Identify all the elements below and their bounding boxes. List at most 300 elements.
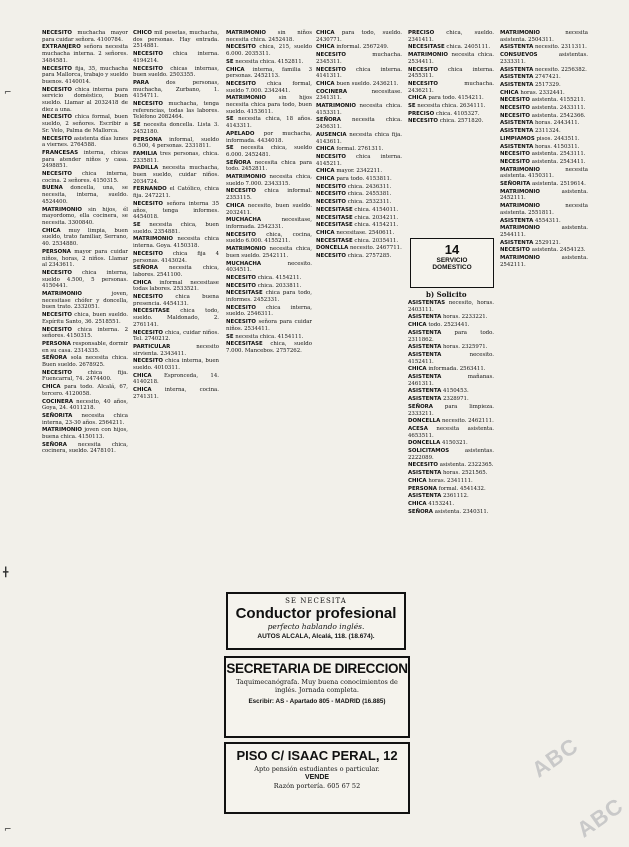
classified-ad (500, 90, 588, 97)
classified-ad (316, 89, 402, 102)
section-header (410, 238, 494, 288)
ad-keyword: DONCELLA (408, 440, 441, 447)
ad-text: chica. 2532311. (345, 199, 392, 206)
classified-ad (408, 344, 494, 351)
ad-keyword: MATRIMONIO (42, 206, 82, 213)
ad-keyword: CHICA (316, 168, 335, 175)
ad-keyword: PRECISO (408, 110, 435, 117)
ad-keyword: PERSONA (133, 136, 162, 143)
ad-keyword: CHICA (408, 477, 427, 484)
classified-ad (500, 181, 588, 188)
ad-text: 4150321. (440, 440, 468, 447)
classified-ad (316, 117, 402, 130)
ad-keyword: NECESITO (316, 253, 346, 260)
ad-text: chica interna, cocina. 2 señores. 4150315. (42, 171, 128, 184)
classified-ad (133, 137, 219, 150)
column-7 (500, 30, 588, 845)
classified-ad (42, 66, 128, 86)
ad-text: horas. 2233221. (441, 314, 488, 321)
ad-keyword: CHICA (133, 387, 152, 394)
ad-text: necesito. 2256382. (533, 66, 587, 73)
ad-text: informal, sueldo 6.500, 4 personas. 2331811. (133, 136, 219, 150)
ad-keyword: MATRIMONIO (226, 30, 266, 36)
classified-ad (133, 344, 219, 357)
ad-text: para todo. 4153811. (334, 176, 392, 183)
ad-text: necesita chica interna, 23-30 años. 2564211. (42, 412, 128, 426)
classified-ad (226, 261, 312, 274)
ad-keyword: CHICA (500, 89, 519, 96)
ad-text: necesita asistenta. 2551811. (500, 203, 588, 216)
classified-ad (226, 116, 312, 129)
ad-text: chica, buen sueldo. Espíritu Santo, 36. 2518551. (42, 312, 128, 325)
ad-text: horas. 2325971. (441, 344, 488, 351)
ad-keyword: SEÑORA (226, 159, 251, 166)
ad-keyword: ASISTENTA (408, 314, 442, 321)
ad-text: pisos. 2443511. (534, 135, 580, 142)
ad-keyword: NECESITO (500, 105, 530, 112)
ad-keyword: NECESITO (133, 294, 163, 301)
classified-ad (133, 265, 219, 278)
ad-text: señora para cuidar niños. 2534411. (226, 319, 312, 332)
classified-ad (408, 111, 494, 118)
ad-text: mil pesetas, muchacha, dos personas. Hay entrada. 2514881. (133, 30, 219, 50)
ad-text: chica, sueldo 7.000. Mancebos. 2757262. (226, 341, 312, 354)
ad-text: necesita chica, buen sueldo. 2354881. (133, 221, 219, 235)
ad-conductor-main: Conductor profesional (235, 605, 397, 622)
classified-ad (500, 52, 588, 65)
classified-ad (500, 189, 588, 202)
classified-ad (500, 128, 588, 135)
classified-ad (500, 82, 588, 89)
ad-text: chica. 2757285. (345, 253, 392, 260)
ad-keyword: CHICA (408, 322, 427, 329)
ad-keyword: DONCELLA (316, 245, 349, 252)
classified-ad (408, 67, 494, 80)
ad-keyword: MUCHACHA (226, 260, 262, 267)
classified-ad (226, 44, 312, 57)
classified-ad (408, 462, 494, 469)
column-5 (408, 30, 494, 235)
classified-ad (408, 493, 494, 500)
ad-text: para todo. 2311862. (408, 329, 494, 343)
ad-piso-main: PISO C/ ISAAC PERAL, 12 (236, 748, 398, 763)
classified-ad (133, 358, 219, 371)
ad-secretaria-line2: Escribir: AS - Apartado 805 - MADRID (16.885) (248, 698, 386, 705)
ad-keyword: CHICO (133, 30, 153, 36)
ad-keyword: MATRIMONIO (133, 236, 173, 243)
ad-keyword: ASISTENTA (408, 396, 442, 403)
classified-ad (133, 222, 219, 235)
ad-keyword: NECESITO (226, 304, 256, 311)
classified-ad (316, 191, 402, 198)
ad-text: chica. 2436311. (345, 183, 392, 190)
ad-text: formal. 2761311. (334, 146, 384, 153)
classified-ad (408, 352, 494, 365)
classified-ad (226, 334, 312, 341)
ad-keyword: SE (408, 103, 416, 110)
watermark-stamp: ABC (572, 792, 628, 843)
ad-keyword: NECESITO (500, 112, 530, 119)
ad-keyword: NECESITASE (316, 206, 353, 213)
classified-ad (226, 81, 312, 94)
classified-ad (226, 131, 312, 144)
classified-ad (316, 215, 402, 222)
ad-keyword: PERSONA (42, 340, 71, 347)
ad-keyword: ASISTENTA (500, 120, 534, 127)
classified-ad (408, 300, 494, 313)
ad-keyword: MATRIMONIO (226, 174, 266, 181)
ad-text: el Católico, chica fija. 2472211. (133, 186, 219, 200)
classified-ad (500, 67, 588, 74)
classified-ad (42, 370, 128, 383)
classified-ad (316, 238, 402, 245)
classified-ad (408, 396, 494, 403)
ad-keyword: MATRIMONIO (226, 95, 266, 102)
classified-ad (408, 470, 494, 477)
ad-keyword: SEÑORITA (42, 412, 73, 419)
ad-text: necesito. 4034511. (226, 260, 312, 274)
ad-text: interna, chicas para atender niños y casa. 2498851. (42, 149, 128, 170)
classified-ad (42, 442, 128, 455)
ad-keyword: BUENA (42, 185, 63, 192)
classified-ad (316, 103, 402, 116)
ad-text: chica interna, sueldo. 2546311. (226, 304, 312, 318)
ad-text: para todo. 4154211. (426, 95, 484, 102)
ad-keyword: NECESITO (42, 369, 72, 376)
ad-text: chica interna. 4194214. (133, 51, 219, 64)
classified-ad (42, 399, 128, 412)
classified-ad (226, 67, 312, 80)
ad-text: necesita chica. 4154111. (233, 333, 304, 340)
classified-ad (316, 199, 402, 206)
ad-keyword: PRECISO (408, 30, 435, 36)
classified-ad (133, 387, 219, 400)
classified-ad (226, 59, 312, 66)
ad-text: 2328971. (441, 396, 469, 403)
classified-ad (42, 150, 128, 170)
classified-ad (42, 30, 128, 43)
ad-text: chica. 2455381. (345, 191, 392, 198)
ad-keyword: CHICA (316, 176, 335, 183)
ad-keyword: CONSUEVOS (500, 52, 538, 59)
ad-text: chica, sueldo. 2341411. (408, 30, 494, 43)
ad-text: para todo. Alcalá, 67, tercero. 4120058. (42, 384, 128, 397)
classified-ad (500, 225, 588, 238)
classified-ad (316, 154, 402, 167)
classified-ad (500, 247, 588, 254)
ad-text: asistenta. 2542366. (529, 112, 586, 119)
ad-keyword: NECESITO (500, 151, 530, 158)
ad-text: necesito, 40 años, Goya, 24. 4011218. (42, 398, 128, 412)
ad-text: muchacha. 2436211. (408, 80, 494, 94)
ad-text: necesita asistenta. 2504311. (500, 30, 588, 43)
classified-ad (226, 95, 312, 115)
ad-keyword: NECESITO (226, 80, 256, 87)
ad-keyword: NECESITO (42, 326, 72, 333)
classified-ad (226, 319, 312, 332)
ad-keyword: NECESITO (226, 282, 256, 289)
ad-text: necesita chica, buen sueldo. 2542111. (226, 246, 312, 259)
ad-text: 4153241. (426, 500, 455, 507)
classified-ad (408, 501, 494, 508)
ad-text: chica interna. 4145211. (316, 153, 402, 167)
ad-keyword: NECESITO (42, 269, 72, 276)
classified-ad (408, 388, 494, 395)
ad-text: necesito. 2311311. (533, 44, 587, 51)
ad-keyword: MATRIMONIO (42, 427, 82, 434)
classified-ad (133, 308, 219, 328)
ad-keyword: ASISTENTA (408, 351, 442, 358)
ad-text: chica fija. Fuencarral, 74. 2474400. (42, 369, 128, 383)
ad-piso (224, 742, 410, 814)
ad-keyword: ASISTENTA (408, 388, 442, 395)
ad-text: asistenta. 2542111. (500, 255, 588, 268)
ad-keyword: SEÑORA (133, 265, 158, 272)
ad-text: necesita doncella. Lista 3. 2452180. (133, 122, 219, 135)
ad-text: necesita chica para todo. 2452811. (226, 159, 312, 173)
ad-text: mayor. 2342211. (334, 168, 383, 175)
ad-keyword: MATRIMONIO (500, 255, 540, 262)
ad-keyword: NECESITO (133, 200, 163, 207)
classified-ad (408, 509, 494, 516)
ad-keyword: ASISTENTA (500, 81, 534, 88)
classified-ad (316, 67, 402, 80)
ad-text: interna, cocina. 2741311. (133, 387, 219, 400)
ad-keyword: FERNANDO (133, 186, 167, 193)
classified-ad (316, 222, 402, 229)
ad-text: sin niños necesita chica. 2452418. (226, 30, 312, 43)
ad-text: informal. 2567249. (334, 44, 389, 51)
ad-text: chica informal. 2353115. (226, 188, 312, 202)
ad-keyword: SEÑORA (316, 117, 341, 124)
ad-text: 2529121. (533, 239, 561, 246)
ad-keyword: SE (226, 58, 234, 65)
ad-keyword: COCINERA (316, 88, 348, 95)
ad-keyword: NECESITASE (408, 44, 445, 51)
classified-ad (226, 290, 312, 303)
column-5-lower (408, 300, 494, 845)
classified-ad (408, 426, 494, 439)
classified-ad (226, 217, 312, 230)
classified-ad (500, 105, 588, 112)
ad-keyword: NECESITASE (316, 237, 353, 244)
classified-ad (133, 280, 219, 293)
ad-text: joven con hijos, buena chica. 4150113. (42, 427, 128, 441)
margin-mark: ╋ (3, 568, 9, 578)
ad-keyword: CHICA (316, 44, 335, 51)
classified-ad (500, 44, 588, 51)
classified-ad (408, 330, 494, 343)
ad-text: señora necesita muchacha interna. 2 señores. 3484581. (42, 44, 128, 64)
ad-text: chica fija 4 personas. 4143024. (133, 250, 219, 264)
ad-text: necesita chica. 4153311. (316, 103, 402, 116)
classified-ad (500, 30, 588, 43)
ad-text: 2311324. (533, 128, 561, 135)
ad-text: necesita chica. 2634111. (415, 103, 486, 110)
ad-keyword: CHICA (42, 384, 61, 391)
ad-keyword: NECESITASE (133, 308, 170, 315)
classified-ad (226, 232, 312, 245)
ad-secretaria (224, 656, 410, 738)
ad-keyword: PADILLA (133, 165, 159, 172)
classified-ad (226, 30, 312, 43)
classified-ad (500, 120, 588, 127)
ad-text: necesitase. 2540611. (334, 229, 395, 236)
ad-keyword: NECESITASE (316, 222, 353, 229)
ad-piso-line3: Razón portería. 605 67 52 (273, 782, 361, 790)
classified-ad (226, 203, 312, 216)
classified-ad (316, 168, 402, 175)
classified-ad (316, 207, 402, 214)
ad-keyword: NECESITO (133, 101, 163, 108)
ad-text: necesita chica, cocinera, sueldo. 2478101. (42, 441, 128, 455)
classified-ad (500, 167, 588, 180)
classified-ad (408, 44, 494, 51)
classified-ad (42, 427, 128, 440)
classified-ad (42, 249, 128, 269)
classified-ad (408, 103, 494, 110)
ad-keyword: DONCELLA (408, 418, 441, 425)
ad-text: para limpieza. 2333211. (408, 403, 494, 417)
ad-text: fija, 35, muchacha para Mallorca, trabajo y sueldo buenos. 4140014. (42, 65, 128, 85)
ad-text: asistenta. 4155211. (529, 97, 586, 104)
ad-text: sin hijos necesita chica para todo, buen sueldo. 4153611. (226, 95, 312, 115)
ad-text: muchacha. 2345311. (316, 52, 402, 65)
ad-text: 4150453. (441, 388, 469, 395)
classified-ad (226, 283, 312, 290)
ad-text: sin hijos, él mayordomo, ella cocinera, se necesita. 3300840. (42, 206, 128, 226)
ad-keyword: NECESITO (500, 247, 530, 254)
classified-ad (133, 165, 219, 185)
ad-keyword: NECESITO (316, 66, 346, 73)
ad-text: chica. 2035411. (352, 237, 399, 244)
ad-keyword: ASISTENTA (500, 74, 534, 81)
ad-text: 4554311. (533, 217, 561, 224)
ad-text: formal. 4541432. (436, 485, 486, 492)
ad-text: necesita asistenta. 4150311. (500, 166, 588, 180)
classified-ad (42, 312, 128, 325)
ad-keyword: ASISTENTA (500, 239, 534, 246)
ad-keyword: SEÑORITA (500, 181, 531, 188)
ad-keyword: CHICA (316, 80, 335, 87)
ad-keyword: NECESITO (133, 358, 163, 365)
ad-text: asistenta. 2322365. (437, 462, 494, 469)
ad-text: doncella, una, se necesita, interna, sueldo. 4524400. (42, 185, 128, 205)
classified-ad (316, 184, 402, 191)
ad-text: chica. 4154211. (352, 222, 399, 229)
classified-ad (500, 136, 588, 143)
classified-ad (42, 270, 128, 290)
ad-keyword: SE (133, 221, 141, 228)
ad-keyword: LIMPIAMOS (500, 135, 535, 142)
ad-keyword: NECESITO (42, 65, 72, 72)
ad-text: mayor para cuidar niños, horas, 2 niños. Llamar al 2343611. (42, 248, 128, 269)
classified-ad (42, 291, 128, 311)
classified-ad (408, 404, 494, 417)
classified-ad (226, 341, 312, 354)
classified-ad (408, 30, 494, 43)
classified-ad (500, 203, 588, 216)
classified-ad (133, 236, 219, 249)
ad-keyword: NECESITO (500, 97, 530, 104)
ad-text: chica para todo, informes. 2452331. (226, 290, 312, 304)
classified-ad (42, 327, 128, 340)
classified-ad (226, 305, 312, 318)
column-2 (133, 30, 219, 610)
classified-ad (316, 253, 402, 260)
ad-text: interna, familia 3 personas. 2452113. (226, 66, 312, 80)
ad-text: horas. 4150311. (533, 143, 580, 150)
ad-text: chica, 215, sueldo 6.000. 2035311. (226, 44, 312, 58)
ad-keyword: SE (133, 122, 141, 129)
ad-text: horas. 2521565. (441, 470, 488, 477)
ad-text: necesito, horas. 2403111. (408, 300, 494, 313)
ad-keyword: SOLICITAMOS (408, 448, 450, 455)
classified-ad (42, 228, 128, 248)
ad-text: necesito sirvienta. 2343411. (133, 343, 219, 357)
ad-text: asistenta. 2543111. (529, 151, 586, 158)
ad-keyword: CHICA (316, 229, 335, 236)
ad-text: necesitase. 2341311. (316, 88, 402, 102)
ad-keyword: ASISTENTA (500, 217, 534, 224)
ad-keyword: NECESITO (133, 250, 163, 257)
ad-keyword: NECESITO (42, 30, 72, 36)
ad-text: chica buena presencia. 4454131. (133, 294, 219, 307)
ad-keyword: MATRIMONIO (500, 30, 540, 36)
ad-keyword: NECESITO (408, 80, 438, 87)
classified-ad (408, 478, 494, 485)
ad-keyword: NECESITASE (226, 341, 263, 348)
margin-mark: ⌐ (4, 825, 12, 835)
ad-keyword: PERSONA (408, 485, 437, 492)
ad-keyword: NECESITO (316, 199, 346, 206)
ad-keyword: NECESITO (42, 86, 72, 93)
classified-ad (500, 113, 588, 120)
ad-keyword: CHICA (408, 500, 427, 507)
classified-ad (42, 413, 128, 426)
classified-ad (133, 51, 219, 64)
ad-keyword: CHICA (316, 146, 335, 153)
classified-ad (408, 374, 494, 387)
classified-ad (42, 207, 128, 227)
classified-ad (408, 418, 494, 425)
classified-ad (42, 384, 128, 397)
ad-text: señora interna 35 años, tenga informes. 4454018. (133, 200, 219, 221)
classified-ad (133, 294, 219, 307)
ad-keyword: NECESITO (316, 153, 346, 160)
classified-ad (226, 174, 312, 187)
ad-text: necesitase, informada. 2542331. (226, 217, 312, 230)
classified-ad (226, 160, 312, 173)
ad-keyword: MATRIMONIO (226, 246, 266, 253)
ad-keyword: NECESITASE (316, 214, 353, 221)
column-3 (226, 30, 312, 610)
ad-keyword: ASISTENTA (408, 344, 442, 351)
ad-keyword: FRANCESAS (42, 149, 79, 156)
ad-text: dos personas, muchacha, Zurbano, 1. 4154711. (133, 79, 219, 100)
classified-ad (316, 52, 402, 65)
ad-text: asistentas. 2333311. (500, 52, 588, 65)
classified-ad (133, 373, 219, 386)
classified-ad (133, 186, 219, 199)
ad-keyword: ASISTENTAS (408, 300, 446, 306)
classified-ad (133, 101, 219, 121)
ad-text: asistenta. 2433111. (529, 105, 586, 112)
ad-keyword: ASISTENTA (408, 470, 442, 477)
ad-keyword: SEÑORA (408, 508, 433, 515)
classified-ad (133, 201, 219, 221)
ad-text: chica interna. 2455311. (408, 66, 494, 80)
